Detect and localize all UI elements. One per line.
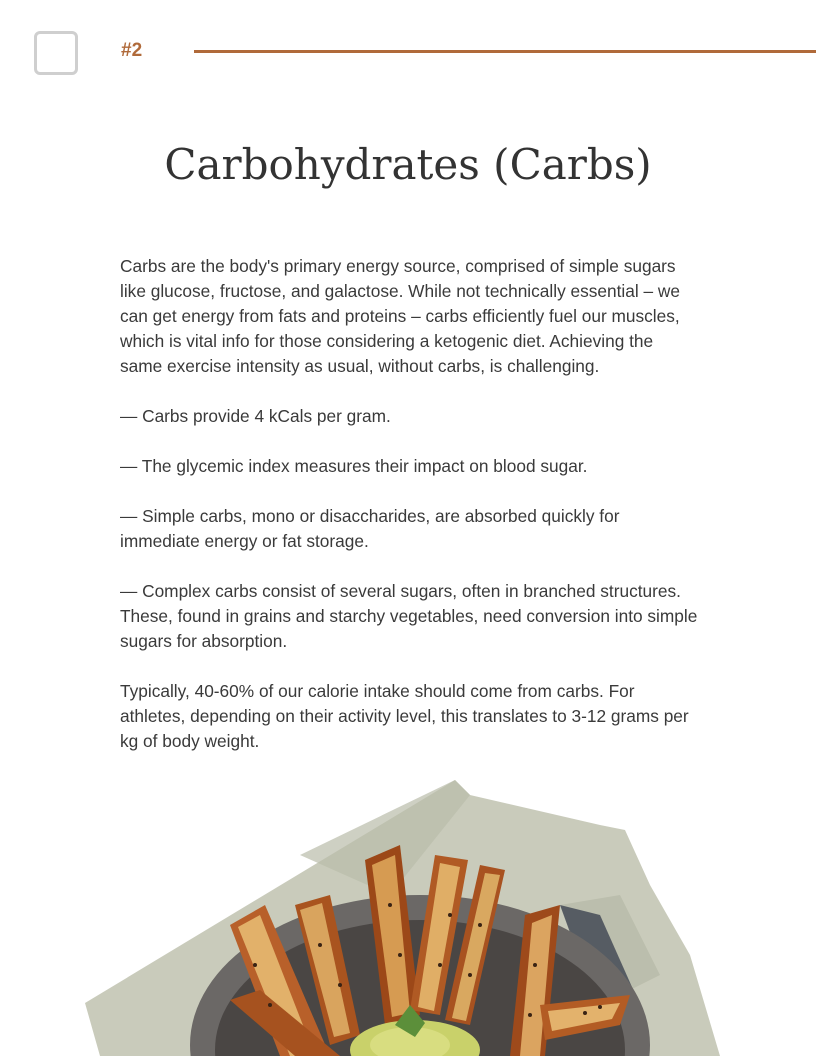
- page-number: #2: [121, 40, 143, 61]
- body-text: [120, 254, 700, 779]
- bullet-kcal: — Carbs provide 4 kCals per gram.: [120, 406, 391, 426]
- page-title: Carbohydrates (Carbs): [164, 140, 652, 189]
- bullet-simple-carbs: — Simple carbs, mono or disaccharides, are absorbed quickly for immediate energy or fat storage.: [120, 506, 620, 551]
- bullet-complex-carbs: — Complex carbs consist of several sugars, often in branched structures. These, found in grains and starchy vegetables, need conversion into simple sugars for absorption.: [120, 581, 698, 651]
- header-divider: [194, 50, 816, 53]
- intro-paragraph: Carbs are the body's primary energy source, comprised of simple sugars like glucose, fructose, and galactose. While not technically essential – we can get energy from fats and proteins – carbs efficiently fuel our muscles, which is vital info for those considering a ketogenic diet. Achieving the same exercise intensity as usual, without carbs, is challenging.: [120, 256, 681, 376]
- intake-paragraph: Typically, 40-60% of our calorie intake should come from carbs. For athletes, depending on their activity level, this translates to 3-12 grams per kg of body weight.: [120, 681, 689, 751]
- food-photo: [0, 775, 816, 1056]
- bullet-glycemic-index: — The glycemic index measures their impact on blood sugar.: [120, 456, 588, 476]
- checkbox[interactable]: [34, 31, 78, 75]
